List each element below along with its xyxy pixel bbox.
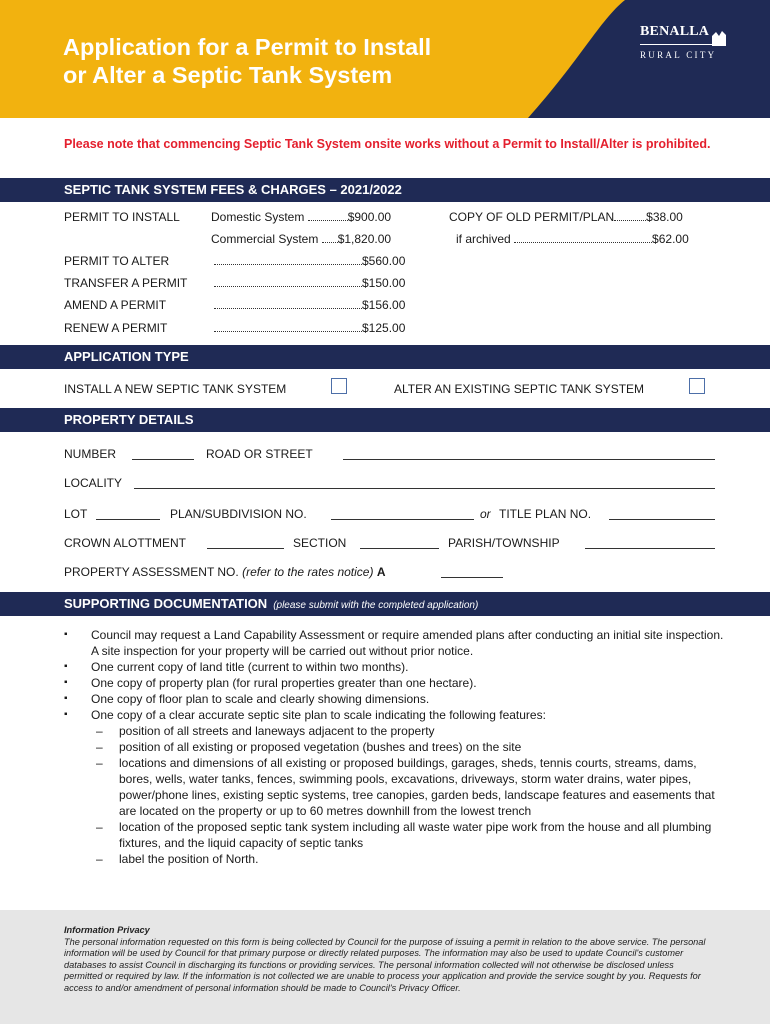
feature-item: – position of all streets and laneways adjacent to the property (64, 723, 724, 739)
application-type-heading: APPLICATION TYPE (64, 349, 189, 364)
assessment-label: PROPERTY ASSESSMENT NO. (64, 565, 239, 579)
fee-copy (449, 210, 683, 224)
leader-dots (308, 211, 348, 221)
crest-icon (710, 30, 728, 46)
fee-transfer (214, 276, 405, 290)
domestic-price: $900.00 (347, 210, 392, 224)
fee-archived (456, 232, 689, 246)
amend-price: $156.00 (362, 298, 406, 312)
transfer-label: TRANSFER A PERMIT (64, 276, 188, 290)
commercial-label: Commercial System (211, 232, 319, 246)
list-item: ▪ One copy of property plan (for rural properties greater than one hectare). (64, 675, 724, 691)
install-option-label: INSTALL A NEW SEPTIC TANK SYSTEM (64, 382, 287, 396)
list-item: ▪ One current copy of land title (current to within two months). (64, 659, 724, 675)
alter-checkbox[interactable] (689, 378, 705, 394)
permit-alter-label: PERMIT TO ALTER (64, 254, 170, 268)
leader-dots (214, 299, 362, 309)
feature-item: – location of the proposed septic tank system including all waste water pipe work from the house and all plumbing fixtures, and the liquid capacity of septic tanks (64, 819, 724, 851)
list-item: ▪ Council may request a Land Capability Assessment or require amended plans after conducting an initial site inspection. A site inspection for your property will be carried out without prior notice. (64, 627, 724, 659)
leader-dots (214, 277, 362, 287)
leader-dots (322, 233, 338, 243)
parish-field[interactable] (585, 548, 715, 549)
crown-label: CROWN ALOTTMENT (64, 536, 186, 550)
number-field[interactable] (132, 459, 194, 460)
council-logo (640, 24, 732, 60)
plan-label: PLAN/SUBDIVISION NO. (170, 507, 307, 521)
domestic-label: Domestic System (211, 210, 305, 224)
alter-price: $560.00 (362, 254, 406, 268)
fee-amend (214, 298, 405, 312)
renew-price: $125.00 (362, 321, 406, 335)
permit-install-label: PERMIT TO INSTALL (64, 210, 180, 224)
list-item: ▪ One copy of floor plan to scale and clearly showing dimensions. (64, 691, 724, 707)
install-checkbox[interactable] (331, 378, 347, 394)
fee-renew (214, 321, 405, 335)
list-item: ▪ One copy of a clear accurate septic site plan to scale indicating the following features: (64, 707, 724, 723)
renew-label: RENEW A PERMIT (64, 321, 168, 335)
locality-field[interactable] (134, 488, 715, 489)
fees-heading: SEPTIC TANK SYSTEM FEES & CHARGES – 2021/2022 (64, 182, 402, 197)
title-line-1: Application for a Permit to Install (63, 34, 432, 60)
commercial-price: $1,820.00 (337, 232, 392, 246)
feature-item: – label the position of North. (64, 851, 724, 867)
transfer-price: $150.00 (362, 276, 406, 290)
property-details-header (0, 408, 770, 432)
section-label: SECTION (293, 536, 347, 550)
alter-option-label: ALTER AN EXISTING SEPTIC TANK SYSTEM (394, 382, 645, 396)
fee-domestic (211, 210, 391, 224)
leader-dots (614, 211, 646, 221)
locality-label: LOCALITY (64, 476, 123, 490)
title-plan-field[interactable] (609, 519, 715, 520)
copy-label: COPY OF OLD PERMIT/PLAN (449, 210, 615, 224)
archived-label: if archived (456, 232, 511, 246)
road-field[interactable] (343, 459, 715, 460)
fee-commercial (211, 232, 391, 246)
number-label: NUMBER (64, 447, 117, 461)
assessment-field[interactable] (441, 577, 503, 578)
or-label: or (480, 507, 491, 521)
privacy-footer (0, 910, 770, 1024)
lot-field[interactable] (96, 519, 160, 520)
assessment-prefix: A (376, 565, 386, 579)
plan-field[interactable] (331, 519, 474, 520)
prohibition-notice: Please note that commencing Septic Tank System onsite works without a Permit to Install/Alter is prohibited. (64, 137, 711, 151)
title-plan-label: TITLE PLAN NO. (499, 507, 592, 521)
page-header (0, 0, 770, 118)
support-heading: SUPPORTING DOCUMENTATION (64, 596, 268, 611)
privacy-text: The personal information requested on this form is being collected by Council for the purpose of issuing a permit in relation to the above service. The personal information will be used by Council for that primary purpose or directly related purposes. The information may also be used to update Council's customer databases to assist Council in discharging its functions or providing services. The personal information collected will not otherwise be disclosed unless permitted or required by law. If the information is not collected we are unable to process your application and provide the service sought by you. Requests for access to and/or amendment of personal information should be made to Council's Privacy Officer. (64, 936, 706, 993)
leader-dots (514, 233, 652, 243)
fees-section-header (0, 178, 770, 202)
copy-price: $38.00 (646, 210, 683, 224)
logo-subtitle: RURAL CITY (640, 50, 717, 60)
leader-dots (214, 322, 362, 332)
privacy-statement (64, 925, 714, 994)
page-title (63, 33, 431, 89)
fee-alter (214, 254, 405, 268)
lot-label: LOT (64, 507, 88, 521)
property-heading: PROPERTY DETAILS (64, 412, 194, 427)
feature-item: – position of all existing or proposed vegetation (bushes and trees) on the site (64, 739, 724, 755)
support-subheading: (please submit with the completed application) (273, 600, 479, 611)
assessment-hint: (refer to the rates notice) (242, 565, 374, 579)
application-type-header (0, 345, 770, 369)
supporting-docs-list (64, 627, 724, 867)
parish-label: PARISH/TOWNSHIP (448, 536, 560, 550)
archived-price: $62.00 (652, 232, 689, 246)
logo-name: BENALLA (640, 24, 710, 39)
leader-dots (214, 255, 362, 265)
crown-field[interactable] (207, 548, 284, 549)
privacy-heading: Information Privacy (64, 925, 150, 935)
section-field[interactable] (360, 548, 439, 549)
feature-item: – locations and dimensions of all existing or proposed buildings, garages, sheds, tennis courts, streams, dams, bores, wells, water tanks, fences, swimming pools, excavations, driveways, storm water drains, water pipes, power/phone lines, existing septic systems, tree canopies, garden beds, landscape features and easements that are located on the property or up to 60 metres downhill from the lowest trench (64, 755, 724, 819)
title-line-2: or Alter a Septic Tank System (63, 62, 393, 88)
assessment-row (64, 565, 385, 579)
supporting-docs-header (0, 592, 770, 616)
road-label: ROAD OR STREET (206, 447, 313, 461)
amend-label: AMEND A PERMIT (64, 298, 167, 312)
